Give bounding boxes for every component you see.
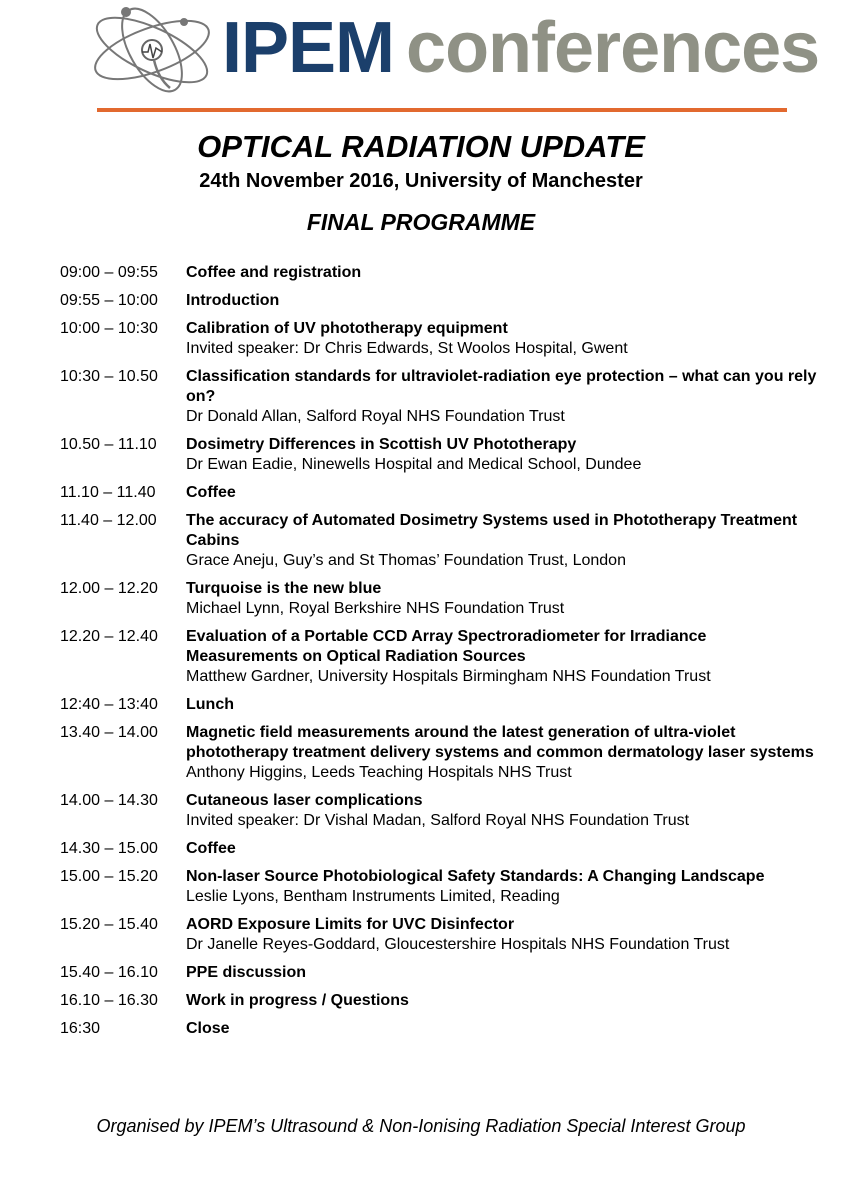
session-details [186, 291, 820, 311]
event-date-venue: 24th November 2016, University of Manchester [199, 170, 643, 192]
programme-row [60, 263, 820, 283]
session-time: 12.00 – 12.20 [60, 580, 158, 597]
programme-row [60, 579, 820, 619]
session-title: Work in progress / Questions [186, 992, 409, 1009]
programme-row [60, 627, 820, 687]
programme-row [60, 991, 820, 1011]
session-time: 16.10 – 16.30 [60, 992, 158, 1009]
programme-row [60, 483, 820, 503]
logo-conferences-text: conferences [406, 8, 820, 88]
session-title: AORD Exposure Limits for UVC Disinfector [186, 916, 515, 933]
session-details [186, 839, 820, 859]
programme-list [60, 263, 820, 1047]
session-title: Calibration of UV phototherapy equipment [186, 320, 508, 337]
session-title: PPE discussion [186, 964, 307, 981]
session-details [186, 435, 820, 475]
session-details [186, 915, 820, 955]
session-speaker: Dr Donald Allan, Salford Royal NHS Foundation Trust [186, 408, 565, 425]
programme-heading: FINAL PROGRAMME [306, 209, 536, 235]
session-time: 15.00 – 15.20 [60, 868, 158, 885]
session-title: The accuracy of Automated Dosimetry Systems used in Phototherapy Treatment Cabins [186, 512, 798, 549]
session-title: Evaluation of a Portable CCD Array Spectroradiometer for Irradiance Measurements on Optical Radiation Sources [186, 628, 707, 665]
session-details [186, 791, 820, 831]
programme-row [60, 319, 820, 359]
session-details [186, 367, 820, 427]
session-title: Introduction [186, 292, 280, 309]
session-speaker: Anthony Higgins, Leeds Teaching Hospitals NHS Trust [186, 764, 572, 781]
atom-logo-icon [90, 0, 220, 100]
programme-row [60, 1019, 820, 1039]
session-title: Close [186, 1020, 230, 1037]
header-divider [97, 108, 787, 112]
session-time: 10:00 – 10:30 [60, 320, 158, 337]
session-details [186, 579, 820, 619]
session-time: 13.40 – 14.00 [60, 724, 158, 741]
session-title: Lunch [186, 696, 234, 713]
session-title: Classification standards for ultraviolet-radiation eye protection – what can you rely on? [186, 368, 817, 405]
session-title: Turquoise is the new blue [186, 580, 382, 597]
session-time: 15.20 – 15.40 [60, 916, 158, 933]
session-time: 14.00 – 14.30 [60, 792, 158, 809]
session-details [186, 867, 820, 907]
programme-row [60, 435, 820, 475]
session-title: Magnetic field measurements around the latest generation of ultra-violet phototherapy treatment delivery systems and common dermatology laser systems [186, 724, 814, 761]
session-speaker: Matthew Gardner, University Hospitals Birmingham NHS Foundation Trust [186, 668, 711, 685]
session-time: 12:40 – 13:40 [60, 696, 158, 713]
session-details [186, 723, 820, 783]
session-title: Dosimetry Differences in Scottish UV Phototherapy [186, 436, 577, 453]
session-details [186, 511, 820, 571]
session-details [186, 483, 820, 503]
programme-row [60, 839, 820, 859]
logo-brand-text: IPEM [222, 8, 395, 88]
session-details [186, 991, 820, 1011]
session-title: Coffee and registration [186, 264, 362, 281]
session-speaker: Invited speaker: Dr Vishal Madan, Salford Royal NHS Foundation Trust [186, 812, 690, 829]
session-time: 14.30 – 15.00 [60, 840, 158, 857]
session-time: 15.40 – 16.10 [60, 964, 158, 981]
session-title: Coffee [186, 484, 236, 501]
organiser-footer: Organised by IPEM’s Ultrasound & Non-Ionising Radiation Special Interest Group [96, 1116, 746, 1136]
session-title: Cutaneous laser complications [186, 792, 423, 809]
session-time: 11.40 – 12.00 [60, 512, 157, 529]
session-details [186, 1019, 820, 1039]
session-time: 09:00 – 09:55 [60, 264, 158, 281]
logo-wordmark [222, 8, 819, 88]
session-speaker: Dr Janelle Reyes-Goddard, Gloucestershire Hospitals NHS Foundation Trust [186, 936, 730, 953]
programme-row [60, 367, 820, 427]
session-speaker: Invited speaker: Dr Chris Edwards, St Woolos Hospital, Gwent [186, 340, 628, 357]
programme-row [60, 291, 820, 311]
session-time: 10.50 – 11.10 [60, 436, 157, 453]
page-title: OPTICAL RADIATION UPDATE [197, 129, 645, 164]
session-speaker: Grace Aneju, Guy’s and St Thomas’ Foundation Trust, London [186, 552, 626, 569]
programme-row [60, 791, 820, 831]
session-time: 11.10 – 11.40 [60, 484, 156, 501]
programme-row [60, 963, 820, 983]
session-details [186, 319, 820, 359]
session-details [186, 263, 820, 283]
programme-row [60, 695, 820, 715]
session-time: 16:30 [60, 1020, 101, 1037]
programme-row [60, 867, 820, 907]
programme-row [60, 511, 820, 571]
session-speaker: Dr Ewan Eadie, Ninewells Hospital and Medical School, Dundee [186, 456, 642, 473]
session-time: 09:55 – 10:00 [60, 292, 158, 309]
session-time: 10:30 – 10.50 [60, 368, 158, 385]
session-time: 12.20 – 12.40 [60, 628, 158, 645]
programme-row [60, 723, 820, 783]
session-speaker: Leslie Lyons, Bentham Instruments Limited, Reading [186, 888, 560, 905]
session-title: Non-laser Source Photobiological Safety Standards: A Changing Landscape [186, 868, 765, 885]
session-details [186, 627, 820, 687]
session-details [186, 695, 820, 715]
session-speaker: Michael Lynn, Royal Berkshire NHS Foundation Trust [186, 600, 565, 617]
session-details [186, 963, 820, 983]
ipem-logo [90, 0, 820, 100]
programme-row [60, 915, 820, 955]
session-title: Coffee [186, 840, 236, 857]
